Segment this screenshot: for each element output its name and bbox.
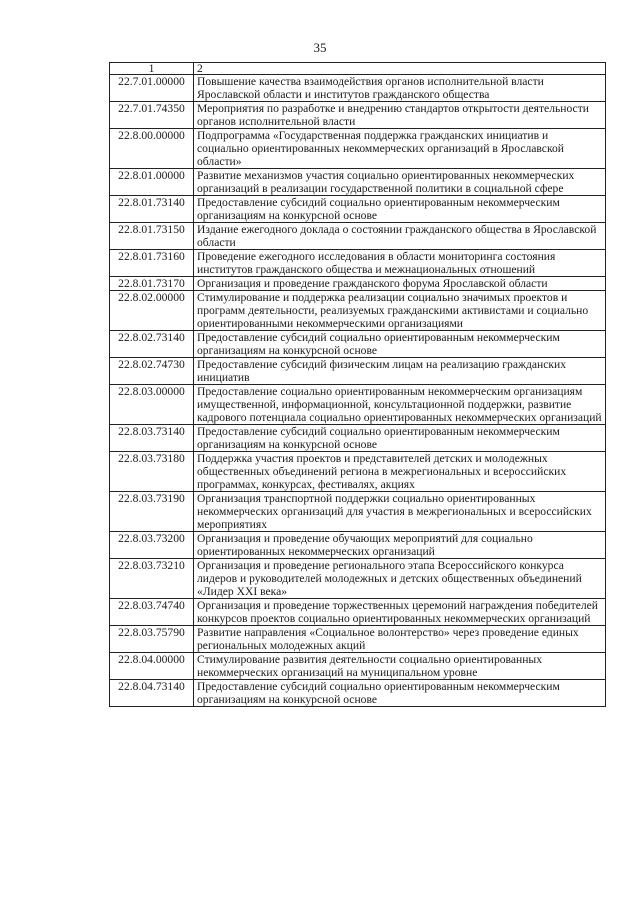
table-row: [110, 250, 606, 277]
table-row: [110, 291, 606, 331]
row-code: 22.8.00.00000: [110, 129, 194, 169]
table-row: [110, 129, 606, 169]
row-description: Предоставление социально ориентированным некоммерческим организациям имущественной, информационной, консультационной поддержки, развитие кадрового потенциала социально ориентированных некоммерческих организаций: [194, 385, 606, 425]
row-description: Поддержка участия проектов и представителей детских и молодежных общественных объединений региона в межрегиональных и всероссийских программах, конкурсах, фестивалях, акциях: [194, 452, 606, 492]
table-row: [110, 532, 606, 559]
table-row: [110, 102, 606, 129]
row-code: 22.8.03.73190: [110, 492, 194, 532]
row-description: Повышение качества взаимодействия органов исполнительной власти Ярославской области и институтов гражданского общества: [194, 75, 606, 102]
table-row: [110, 492, 606, 532]
row-code: 22.8.03.00000: [110, 385, 194, 425]
row-code: 22.8.02.74730: [110, 358, 194, 385]
row-code: 22.8.03.74740: [110, 599, 194, 626]
row-code: 22.8.03.73180: [110, 452, 194, 492]
budget-code-table: [109, 62, 606, 707]
row-description: Развитие направления «Социальное волонтерство» через проведение единых региональных молодежных акций: [194, 626, 606, 653]
row-description: Подпрограмма «Государственная поддержка гражданских инициатив и социально ориентированных некоммерческих организаций в Ярославской области»: [194, 129, 606, 169]
row-code: 22.7.01.00000: [110, 75, 194, 102]
row-code: 22.8.01.73140: [110, 196, 194, 223]
row-code: 22.8.01.00000: [110, 169, 194, 196]
table-row: [110, 277, 606, 291]
row-code: 22.8.03.73140: [110, 425, 194, 452]
table-row: [110, 626, 606, 653]
row-code: 22.8.03.73200: [110, 532, 194, 559]
row-code: 22.8.01.73150: [110, 223, 194, 250]
table-row: [110, 358, 606, 385]
table-header-row: [110, 63, 606, 75]
row-code: 22.8.03.75790: [110, 626, 194, 653]
row-code: 22.8.01.73160: [110, 250, 194, 277]
row-code: 22.8.01.73170: [110, 277, 194, 291]
row-code: 22.8.03.73210: [110, 559, 194, 599]
table-row: [110, 331, 606, 358]
table-row: [110, 599, 606, 626]
table-row: [110, 223, 606, 250]
column-header-1: 1: [110, 63, 194, 75]
row-description: Организация транспортной поддержки социально ориентированных некоммерческих организаций для участия в межрегиональных и всероссийских мероприятиях: [194, 492, 606, 532]
row-code: 22.8.04.00000: [110, 653, 194, 680]
table-row: [110, 75, 606, 102]
row-code: 22.8.02.73140: [110, 331, 194, 358]
row-description: Предоставление субсидий социально ориентированным некоммерческим организациям на конкурсной основе: [194, 196, 606, 223]
row-description: Предоставление субсидий социально ориентированным некоммерческим организациям на конкурсной основе: [194, 425, 606, 452]
row-description: Издание ежегодного доклада о состоянии гражданского общества в Ярославской области: [194, 223, 606, 250]
table-row: [110, 452, 606, 492]
table-row: [110, 425, 606, 452]
table-row: [110, 559, 606, 599]
row-code: 22.8.04.73140: [110, 680, 194, 707]
column-header-2: 2: [194, 63, 606, 75]
row-code: 22.8.02.00000: [110, 291, 194, 331]
table-row: [110, 385, 606, 425]
row-description: Организация и проведение регионального этапа Всероссийского конкурса лидеров и руководителей молодежных и детских общественных объединений «Лидер XXI века»: [194, 559, 606, 599]
row-description: Организация и проведение гражданского форума Ярославской области: [194, 277, 606, 291]
row-code: 22.7.01.74350: [110, 102, 194, 129]
row-description: Предоставление субсидий социально ориентированным некоммерческим организациям на конкурсной основе: [194, 680, 606, 707]
page-number: 35: [313, 40, 327, 55]
row-description: Стимулирование и поддержка реализации социально значимых проектов и программ деятельности, реализуемых гражданскими активистами и социально ориентированными некоммерческими организациями: [194, 291, 606, 331]
table-row: [110, 680, 606, 707]
row-description: Организация и проведение торжественных церемоний награждения победителей конкурсов проектов социально ориентированных некоммерческих организаций: [194, 599, 606, 626]
row-description: Предоставление субсидий физическим лицам на реализацию гражданских инициатив: [194, 358, 606, 385]
row-description: Предоставление субсидий социально ориентированным некоммерческим организациям на конкурсной основе: [194, 331, 606, 358]
table-row: [110, 196, 606, 223]
table-row: [110, 653, 606, 680]
table-row: [110, 169, 606, 196]
row-description: Мероприятия по разработке и внедрению стандартов открытости деятельности органов исполнительной власти: [194, 102, 606, 129]
row-description: Организация и проведение обучающих мероприятий для социально ориентированных некоммерческих организаций: [194, 532, 606, 559]
row-description: Стимулирование развития деятельности социально ориентированных некоммерческих организаций на муниципальном уровне: [194, 653, 606, 680]
row-description: Развитие механизмов участия социально ориентированных некоммерческих организаций в реализации государственной политики в социальной сфере: [194, 169, 606, 196]
row-description: Проведение ежегодного исследования в области мониторинга состояния институтов гражданского общества и межнациональных отношений: [194, 250, 606, 277]
